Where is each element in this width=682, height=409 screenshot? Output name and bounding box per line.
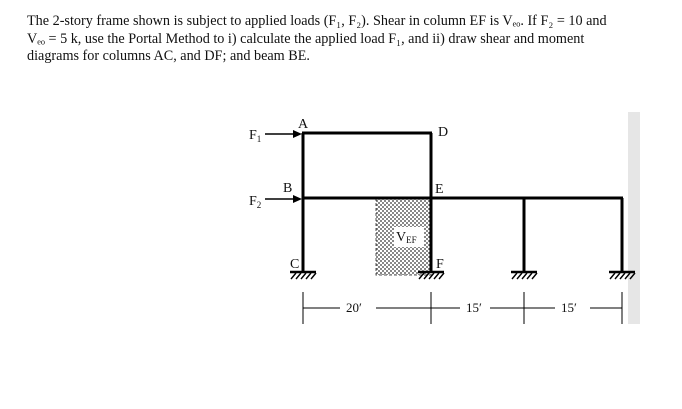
node-label-a: A: [298, 117, 309, 132]
arrow-f2-head: [293, 195, 302, 203]
frame-members: [302, 133, 623, 272]
fixed-supports: [290, 272, 635, 279]
scrollbar-track[interactable]: [628, 112, 640, 324]
dimension-20ft: 20′: [346, 300, 362, 315]
dimension-15ft-1: 15′: [466, 300, 482, 315]
node-label-d: D: [438, 125, 449, 140]
label-f1: $F_1$: [249, 128, 262, 144]
node-label-e: E: [435, 182, 444, 197]
node-label-f: F: [436, 257, 444, 272]
label-f2: $F_2$: [249, 194, 262, 210]
problem-line-2: Vₑₒ = 5 k, use the Portal Method to i) calculate the applied load F₁, and ii) draw shear and moment: [27, 30, 585, 47]
support-c: [290, 272, 316, 279]
problem-line-1: The 2-story frame shown is subject to applied loads (F₁, F₂). Shear in column EF is Vₑₒ. If F₂ = 10 and: [27, 13, 607, 29]
dimension-15ft-2: 15′: [561, 300, 577, 315]
shear-label-vef: VEF: [396, 230, 417, 245]
node-label-b: B: [283, 181, 293, 196]
support-3: [511, 272, 537, 279]
problem-line-3: diagrams for columns AC, and DF; and beam BE.: [27, 48, 310, 64]
node-label-c: C: [290, 257, 300, 272]
